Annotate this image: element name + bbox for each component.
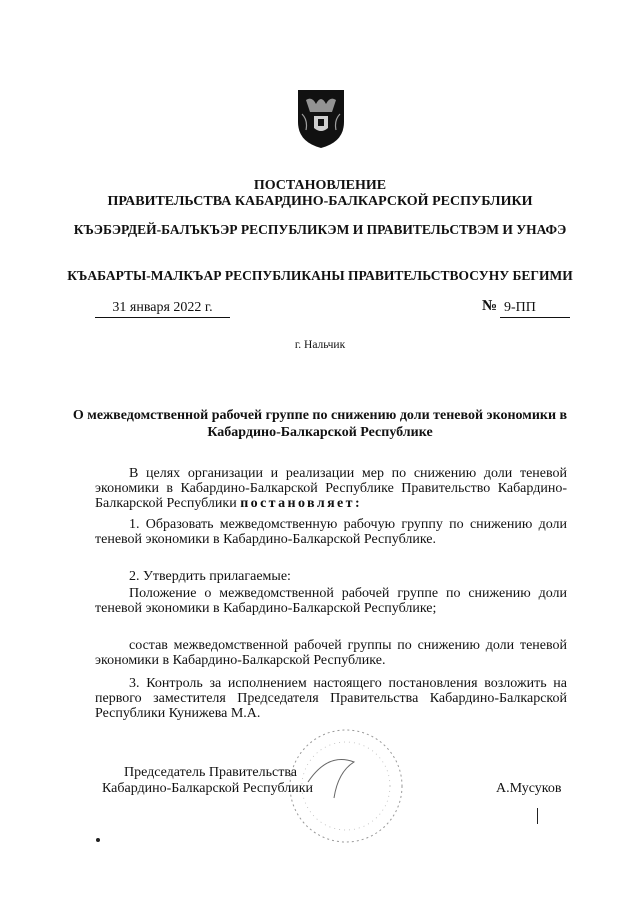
signatory-name: А.Мусуков	[496, 781, 562, 796]
doc-type-title: ПОСТАНОВЛЕНИЕ	[253, 178, 387, 193]
kabardian-title: КЪЭБЭРДЕЙ-БАЛЪКЪЭР РЕСПУБЛИКЭМ И ПРАВИТЕЛЬСТВЭМ И УНАФЭ	[73, 222, 567, 237]
signature-stroke	[537, 808, 538, 824]
clause-2a: Положение о межведомственной рабочей группе по снижению доли теневой экономики в Кабардино-Балкарской Республике;	[95, 586, 567, 616]
clause-2b: состав межведомственной рабочей группы по снижению доли теневой экономики в Кабардино-Балкарской Республике.	[95, 638, 567, 668]
signatory-title	[102, 765, 362, 797]
margin-dot	[96, 838, 100, 842]
signatory-title-line1: Председатель Правительства	[124, 765, 297, 780]
document-number: 9-ПП	[500, 300, 570, 318]
coat-of-arms-icon	[294, 86, 348, 150]
document-subject: О межведомственной рабочей группе по снижению доли теневой экономики в Кабардино-Балкарской Республике	[72, 408, 568, 440]
balkar-title: КЪАБАРТЫ-МАЛКЪАР РЕСПУБЛИКАНЫ ПРАВИТЕЛЬСТВОСУНУ БЕГИМИ	[67, 268, 573, 283]
signatory-title-line2: Кабардино-Балкарской Республики	[102, 781, 313, 796]
number-label: №	[482, 298, 498, 314]
government-title: ПРАВИТЕЛЬСТВА КАБАРДИНО-БАЛКАРСКОЙ РЕСПУБЛИКИ	[107, 194, 533, 209]
decree-word: постановляет:	[240, 496, 363, 511]
document-date: 31 января 2022 г.	[95, 300, 230, 318]
intro-paragraph	[95, 466, 567, 511]
clause-2: 2. Утвердить прилагаемые:	[129, 569, 291, 584]
clause-1: 1. Образовать межведомственную рабочую группу по снижению доли теневой экономики в Кабардино-Балкарской Республике.	[95, 517, 567, 547]
intro-text: В целях организации и реализации мер по снижению доли теневой экономики в Кабардино-Балкарской Республике Правительство Кабардино-Балкарской Республики	[95, 466, 567, 511]
clause-3: 3. Контроль за исполнением настоящего постановления возложить на первого заместителя Председателя Правительства Кабардино-Балкарской Республики Кунижева М.А.	[95, 676, 567, 721]
city: г. Нальчик	[294, 339, 346, 351]
